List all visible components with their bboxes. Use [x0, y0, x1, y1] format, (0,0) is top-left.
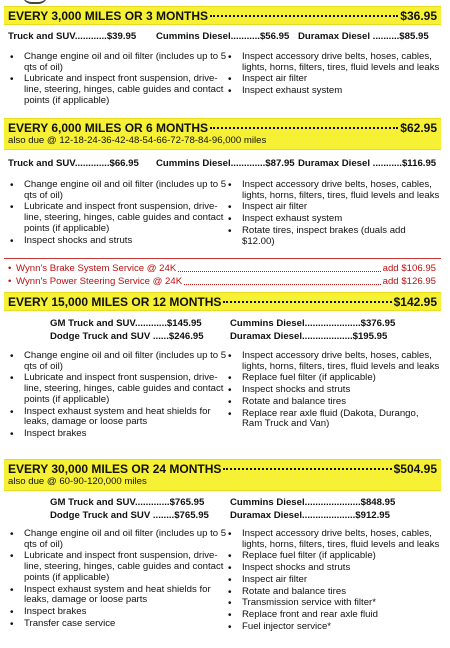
section-3-left-list — [8, 351, 230, 441]
list-item: • Inspect accessory drive belts, hoses, cables, lights, horns, filters, tires, fluid levels and leaks — [226, 351, 440, 372]
price-dodge: Dodge Truck and SUV ........$765.95 — [50, 510, 209, 521]
section-3-right-list — [226, 351, 440, 431]
addon-row — [8, 264, 436, 275]
list-item: • Change engine oil and oil filter (includes up to 5 qts of oil) — [8, 180, 230, 201]
section-price: $36.95 — [400, 9, 437, 23]
list-item: • Lubricate and inspect front suspension, drive-line, steering, hinges, cable guides and contact points (if applicable) — [8, 373, 230, 405]
list-item: • Inspect air filter — [226, 202, 440, 213]
list-item: • Inspect accessory drive belts, hoses, cables, lights, horns, filters, tires, fluid levels and leaks — [226, 52, 440, 73]
list-item: • Inspect brakes — [8, 429, 230, 440]
list-item: • Inspect shocks and struts — [226, 563, 440, 574]
section-title: EVERY 6,000 MILES OR 6 MONTHS — [8, 121, 209, 135]
list-item: • Inspect accessory drive belts, hoses, cables, lights, horns, filters, tires, fluid levels and leaks — [226, 180, 440, 201]
section-price: $142.95 — [393, 295, 437, 309]
list-item: • Lubricate and inspect front suspension, drive-line, steering, hinges, cable guides and contact points (if applicable) — [8, 74, 230, 106]
section-2-right-list — [226, 180, 440, 248]
list-item: • Change engine oil and oil filter (includes up to 5 qts of oil) — [8, 351, 230, 372]
price-dodge: Dodge Truck and SUV ......$246.95 — [50, 331, 204, 342]
dot-leader — [184, 277, 381, 285]
price-duramax: Duramax Diesel....................$912.95 — [230, 510, 390, 521]
section-title: EVERY 30,000 MILES OR 24 MONTHS — [8, 462, 222, 476]
dot-leader — [210, 127, 398, 129]
list-item: • Transmission service with filter* — [226, 598, 440, 609]
section-2-header — [4, 118, 441, 150]
section-1-header — [4, 6, 441, 25]
list-item: • Inspect brakes — [8, 607, 230, 618]
price-gm: GM Truck and SUV............$145.95 — [50, 318, 202, 329]
list-item: • Change engine oil and oil filter (includes up to 5 qts of oil) — [8, 52, 230, 73]
list-item: • Replace fuel filter (if applicable) — [226, 373, 440, 384]
list-item: • Replace fuel filter (if applicable) — [226, 551, 440, 562]
section-4-left-list — [8, 529, 230, 631]
list-item: • Inspect exhaust system and heat shields for leaks, damage or loose parts — [8, 585, 230, 606]
section-title: EVERY 3,000 MILES OR 3 MONTHS — [8, 9, 209, 23]
list-item: • Inspect accessory drive belts, hoses, cables, lights, horns, filters, tires, fluid levels and leaks — [226, 529, 440, 550]
list-item: • Fuel injector service* — [226, 622, 440, 633]
list-item: • Rotate and balance tires — [226, 397, 440, 408]
addon-name: • Wynn's Power Steering Service @ 24K — [8, 277, 182, 288]
section-1-right-list — [226, 52, 440, 98]
dot-leader — [210, 15, 398, 17]
list-item: • Inspect exhaust system — [226, 214, 440, 225]
list-item: • Inspect shocks and struts — [226, 385, 440, 396]
section-title: EVERY 15,000 MILES OR 12 MONTHS — [8, 295, 222, 309]
list-item: • Inspect air filter — [226, 74, 440, 85]
list-item: • Lubricate and inspect front suspension, drive-line, steering, hinges, cable guides and contact points (if applicable) — [8, 202, 230, 234]
section-subtitle: also due @ 60-90-120,000 miles — [8, 476, 147, 487]
top-decoration — [22, 0, 48, 4]
addon-name: • Wynn's Brake System Service @ 24K — [8, 264, 176, 275]
section-subtitle: also due @ 12-18-24-36-42-48-54-66-72-78-84-96,000 miles — [8, 135, 267, 146]
price-duramax: Duramax Diesel...................$195.95 — [230, 331, 388, 342]
list-item: • Replace front and rear axle fluid — [226, 610, 440, 621]
section-2-left-list — [8, 180, 230, 247]
price-duramax: Duramax Diesel ...........$116.95 — [298, 158, 437, 169]
list-item: • Inspect shocks and struts — [8, 236, 230, 247]
price-cummins: Cummins Diesel.............$87.95 — [156, 158, 295, 169]
dot-leader — [178, 264, 380, 272]
section-price: $62.95 — [400, 121, 437, 135]
list-item: • Rotate and balance tires — [226, 587, 440, 598]
section-4-right-list — [226, 529, 440, 634]
section-price: $504.95 — [393, 462, 437, 476]
divider — [4, 258, 441, 259]
list-item: • Inspect exhaust system — [226, 86, 440, 97]
list-item: • Lubricate and inspect front suspension, drive-line, steering, hinges, cable guides and contact points (if applicable) — [8, 551, 230, 583]
price-duramax: Duramax Diesel ..........$85.95 — [298, 31, 429, 42]
price-truck-suv: Truck and SUV............$39.95 — [8, 31, 137, 42]
price-gm: GM Truck and SUV.............$765.95 — [50, 497, 205, 508]
list-item: • Inspect exhaust system and heat shields for leaks, damage or loose parts — [8, 407, 230, 428]
list-item: • Change engine oil and oil filter (includes up to 5 qts of oil) — [8, 529, 230, 550]
addon-row — [8, 277, 436, 288]
addon-price: add $126.95 — [382, 276, 436, 287]
section-3-header — [4, 292, 441, 311]
list-item: • Replace rear axle fluid (Dakota, Durango, Ram Truck and Van) — [226, 409, 440, 430]
price-truck-suv: Truck and SUV.............$66.95 — [8, 158, 139, 169]
list-item: • Inspect air filter — [226, 575, 440, 586]
dot-leader — [223, 301, 391, 303]
price-cummins: Cummins Diesel.....................$376.95 — [230, 318, 396, 329]
dot-leader — [223, 468, 391, 470]
list-item: • Transfer case service — [8, 619, 230, 630]
section-4-header — [4, 459, 441, 491]
price-cummins: Cummins Diesel.....................$848.95 — [230, 497, 396, 508]
price-cummins: Cummins Diesel...........$56.95 — [156, 31, 290, 42]
list-item: • Rotate tires, inspect brakes (duals add $12.00) — [226, 226, 440, 247]
section-1-left-list — [8, 52, 230, 108]
addon-price: add $106.95 — [382, 263, 436, 274]
